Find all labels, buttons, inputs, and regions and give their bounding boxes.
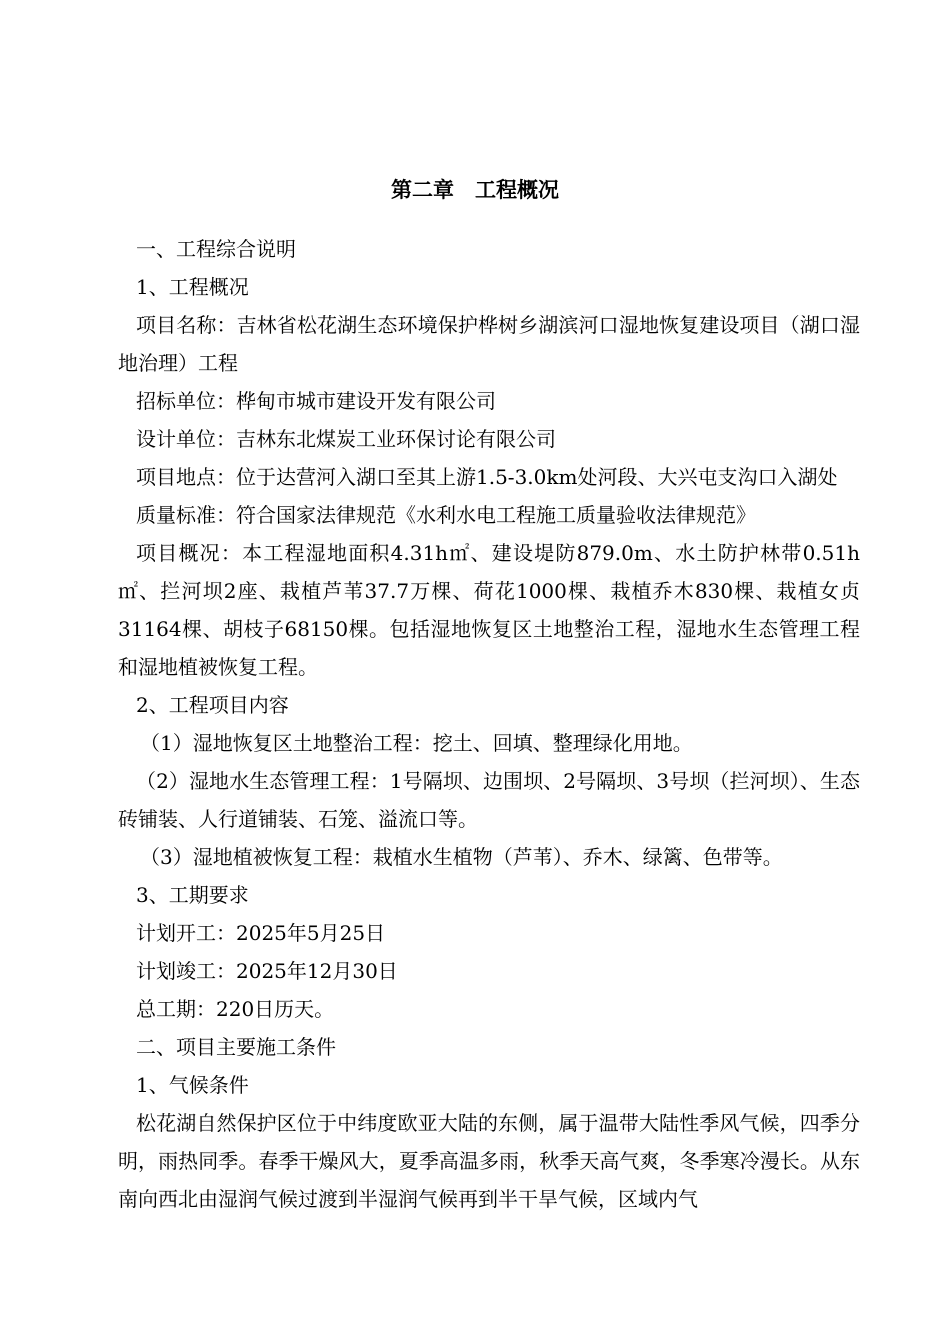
document-body	[118, 230, 860, 1218]
planned-start: 计划开工：2025年5月25日	[136, 921, 386, 945]
planned-completion: 计划竣工：2025年12月30日	[136, 959, 398, 983]
bidding-unit: 招标单位：桦甸市城市建设开发有限公司	[136, 389, 496, 413]
content-item: （1）湿地恢复区土地整治工程：挖土、回填、整理绿化用地。	[140, 731, 693, 755]
subsection-heading: 2、工程项目内容	[136, 693, 289, 717]
subsection-heading: 1、气候条件	[136, 1073, 249, 1097]
quality-standard: 质量标准：符合国家法律规范《水利水电工程施工质量验收法律规范》	[136, 503, 756, 527]
subsection-heading: 3、工期要求	[136, 883, 249, 907]
section-heading-2: 二、项目主要施工条件	[136, 1035, 336, 1059]
total-duration: 总工期：220日历天。	[136, 997, 335, 1021]
project-overview: 项目概况：本工程湿地面积4.31h㎡、建设堤防879.0m、水土防护林带0.51h㎡、拦河坝2座、栽植芦苇37.7万棵、荷花1000棵、栽植乔木830棵、栽植女贞31164棵、胡枝子68150棵。包括湿地恢复区土地整治工程，湿地水生态管理工程和湿地植被恢复工程。	[118, 541, 860, 679]
section-heading-1: 一、工程综合说明	[136, 237, 296, 261]
design-unit: 设计单位：吉林东北煤炭工业环保讨论有限公司	[136, 427, 556, 451]
content-item: （2）湿地水生态管理工程：1号隔坝、边围坝、2号隔坝、3号坝（拦河坝）、生态砖铺装、人行道铺装、石笼、溢流口等。	[118, 769, 860, 831]
subsection-heading: 1、工程概况	[136, 275, 249, 299]
climate-paragraph: 松花湖自然保护区位于中纬度欧亚大陆的东侧，属于温带大陆性季风气候，四季分明，雨热同季。春季干燥风大，夏季高温多雨，秋季天高气爽，冬季寒冷漫长。从东南向西北由湿润气候过渡到半湿润气候再到半干旱气候，区域内气	[118, 1111, 860, 1211]
project-location: 项目地点：位于达营河入湖口至其上游1.5-3.0km处河段、大兴屯支沟口入湖处	[136, 465, 838, 489]
chapter-title: 第二章 工程概况	[391, 177, 559, 202]
project-name: 项目名称：吉林省松花湖生态环境保护桦树乡湖滨河口湿地恢复建设项目（湖口湿地治理）工程	[118, 313, 860, 375]
content-item: （3）湿地植被恢复工程：栽植水生植物（芦苇）、乔木、绿篱、色带等。	[140, 845, 783, 869]
